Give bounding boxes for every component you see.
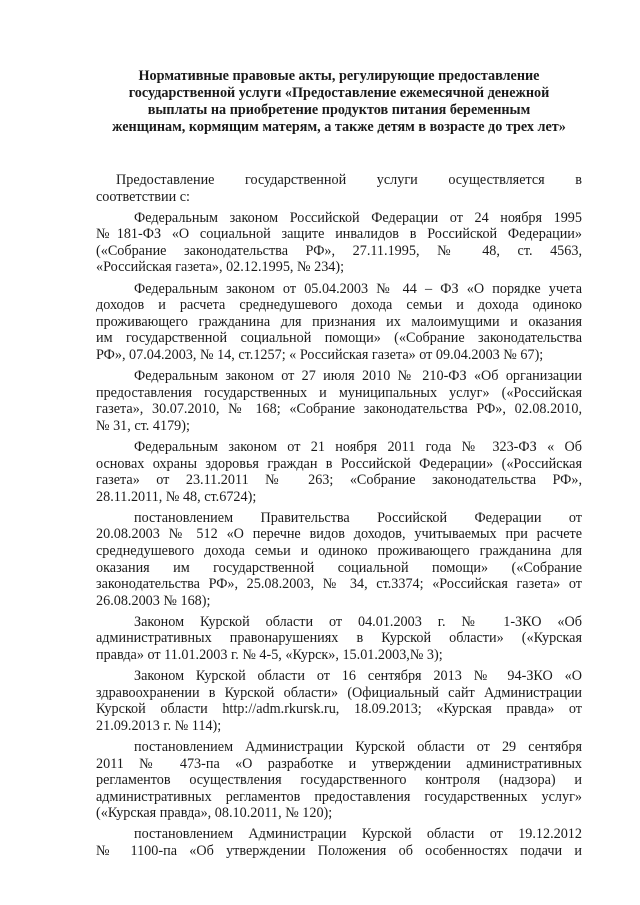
text-line: оказания им государственной социальной помощи» («Собрание xyxy=(96,559,582,576)
title-line: государственной услуги «Предоставление ежемесячной денежной xyxy=(128,85,550,101)
text-line: постановлением Правительства Российской Федерации от xyxy=(134,509,582,526)
document-title xyxy=(96,68,582,136)
paragraph-kursk-decree-1100 xyxy=(96,826,582,859)
text-line: основах охраны здоровья граждан в Российской Федерации» («Российская xyxy=(96,455,582,472)
paragraph-intro xyxy=(96,172,582,205)
text-line: Курской области http://adm.rkursk.ru, 18.09.2013; «Курская правда» от xyxy=(96,701,582,718)
paragraph-kursk-decree-473 xyxy=(96,739,582,822)
text-line: Предоставление государственной услуги осуществляется в xyxy=(116,172,582,188)
title-line: женщинам, кормящим матерям, а также детям в возрасте до трех лет» xyxy=(112,119,566,135)
text-line: доходов и расчета среднедушевого дохода семьи и дохода одиноко xyxy=(96,297,582,314)
text-line: проживающего гражданина для признания их малоимущими и оказания xyxy=(96,313,582,330)
text-line: («Курская правда», 08.10.2011, № 120); xyxy=(96,805,333,822)
text-line: 28.11.2011, № 48, ст.6724); xyxy=(96,488,257,505)
title-line: Нормативные правовые акты, регулирующие предоставление xyxy=(138,68,540,84)
text-line: здравоохранении в Курской области» (Официальный сайт Администрации xyxy=(96,684,582,701)
text-line: 2011 № 473-па «О разработке и утверждении административных xyxy=(96,755,582,772)
document-page xyxy=(96,68,582,864)
text-line: Федеральным законом Российской Федерации от 24 ноября 1995 xyxy=(134,209,582,226)
text-line: («Собрание законодательства РФ», 27.11.1995, № 48, ст. 4563, xyxy=(96,242,582,259)
paragraph-law-323 xyxy=(96,439,582,505)
text-line: предоставления государственных и муниципальных услуг» («Российская xyxy=(96,384,582,401)
text-line: 20.08.2003 № 512 «О перечне видов доходов, учитываемых при расчете xyxy=(96,526,582,543)
text-line: №181-ФЗ «О социальной защите инвалидов в Российской Федерации» xyxy=(96,226,582,243)
text-line: РФ», 07.04.2003, № 14, ст.1257; « Российская газета» от 09.04.2003 № 67); xyxy=(96,346,544,363)
text-line: 26.08.2003 № 168); xyxy=(96,592,211,609)
paragraph-law-44 xyxy=(96,281,582,364)
text-line: правда» от 11.01.2003 г. № 4-5, «Курск», 15.01.2003,№ 3); xyxy=(96,647,443,664)
text-line: среднедушевого дохода семьи и одиноко проживающего гражданина для xyxy=(96,542,582,559)
text-line: постановлением Администрации Курской области от 29 сентября xyxy=(134,739,582,755)
paragraph-kursk-law-1 xyxy=(96,614,582,664)
text-line: Законом Курской области от 16 сентября 2013 № 94-ЗКО «О xyxy=(134,668,582,685)
text-line: «Российская газета», 02.12.1995, № 234); xyxy=(96,259,345,276)
text-line: Федеральным законом от 27 июля 2010 № 210-ФЗ «Об организации xyxy=(134,368,582,385)
text-line: газета» от 23.11.2011 № 263; «Собрание законодательства РФ», xyxy=(96,472,582,489)
paragraph-law-181 xyxy=(96,210,582,276)
document-body xyxy=(96,172,582,860)
text-line: законодательства РФ», 25.08.2003, № 34, ст.3374; «Российская газета» от xyxy=(96,576,582,593)
text-line: Федеральным законом от 21 ноября 2011 года № 323-ФЗ « Об xyxy=(134,438,582,455)
text-line: административных регламентов предоставления государственных услуг» xyxy=(96,788,582,805)
text-line: № 31, ст. 4179); xyxy=(96,417,190,434)
text-line: им государственной социальной помощи» («Собрание законодательства xyxy=(96,330,582,347)
text-line: 21.09.2013 г. № 114); xyxy=(96,717,222,734)
text-line: регламентов осуществления государственного контроля (надзора) и xyxy=(96,772,582,789)
text-line: Федеральным законом от 05.04.2003 № 44 – ФЗ «О порядке учета xyxy=(134,280,582,297)
text-line: административных правонарушениях в Курской области» («Курская xyxy=(96,630,582,647)
title-line: выплаты на приобретение продуктов питания беременным xyxy=(147,102,531,118)
text-line: № 1100-па «Об утверждении Положения об особенностях подачи и xyxy=(96,843,582,860)
text-line: Законом Курской области от 04.01.2003 г. № 1-ЗКО «Об xyxy=(134,613,582,630)
paragraph-kursk-law-94 xyxy=(96,668,582,734)
text-line: газета», 30.07.2010, № 168; «Собрание законодательства РФ», 02.08.2010, xyxy=(96,401,582,418)
text-line: постановлением Администрации Курской области от 19.12.2012 xyxy=(134,826,582,843)
paragraph-decree-512 xyxy=(96,510,582,610)
text-line: соответствии с: xyxy=(96,188,190,205)
paragraph-law-210 xyxy=(96,368,582,434)
